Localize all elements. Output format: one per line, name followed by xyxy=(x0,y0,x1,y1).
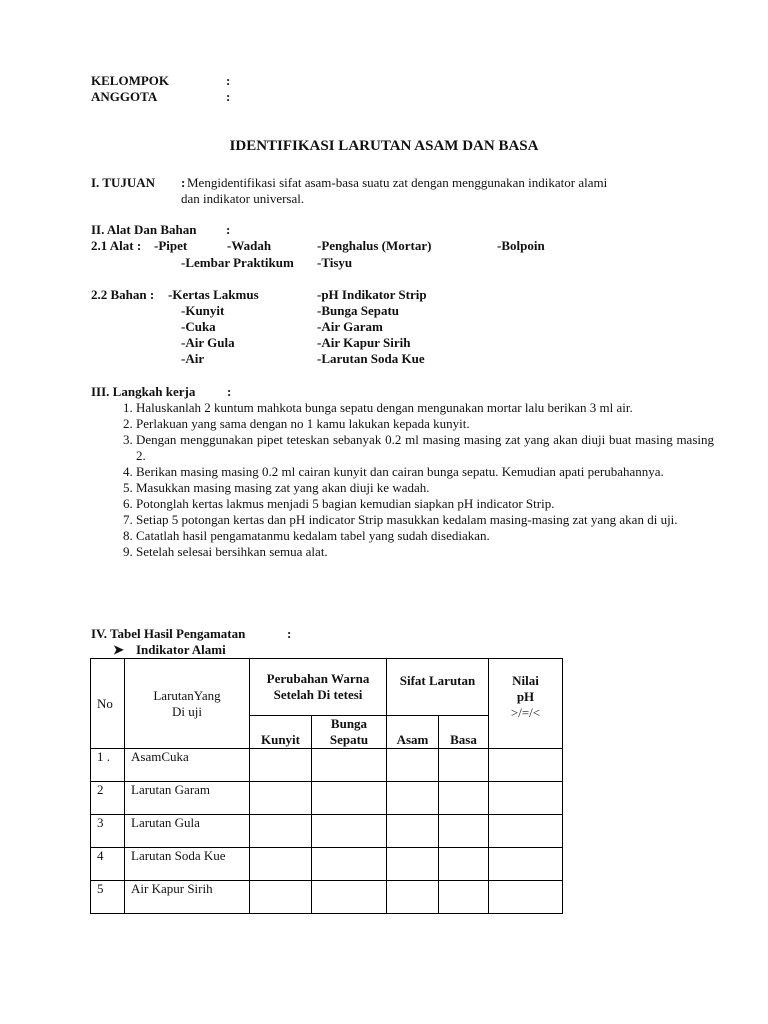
tujuan-label: I. TUJUAN xyxy=(91,175,156,190)
bahan-item: -pH Indikator Strip xyxy=(317,287,427,302)
step-item: 7. Setiap 5 potongan kertas dan pH indicator Strip masukkan kedalam masing-masing zat yang akan di uji. xyxy=(136,512,714,528)
header-nilai-ph: Nilai pH >/=/< xyxy=(489,659,563,749)
header-basa: Basa xyxy=(439,716,489,749)
empty-cell xyxy=(489,848,563,881)
bahan-item: -Bunga Sepatu xyxy=(317,303,399,318)
alat-bahan-heading: II. Alat Dan Bahan xyxy=(91,222,197,237)
alat-bahan-colon: : xyxy=(226,222,231,237)
row-larutan: Air Kapur Sirih xyxy=(125,881,250,914)
row-larutan: Larutan Garam xyxy=(125,782,250,815)
row-larutan: Larutan Gula xyxy=(125,815,250,848)
row-no: 3 xyxy=(91,815,125,848)
empty-cell xyxy=(250,848,312,881)
header-no: No xyxy=(91,659,125,749)
empty-cell xyxy=(439,848,489,881)
header-asam: Asam xyxy=(387,716,439,749)
langkah-colon: : xyxy=(227,384,232,399)
alat-label: 2.1 Alat : xyxy=(91,238,142,253)
tujuan-text-line1: Mengidentifikasi sifat asam-basa suatu zat dengan menggunakan indikator alami xyxy=(187,175,608,190)
empty-cell xyxy=(489,782,563,815)
empty-cell xyxy=(439,815,489,848)
empty-cell xyxy=(387,782,439,815)
bahan-item: -Cuka xyxy=(181,319,216,334)
observation-table xyxy=(90,658,563,914)
alat-item: -Lembar Praktikum xyxy=(181,255,294,270)
empty-cell xyxy=(439,749,489,782)
empty-cell xyxy=(489,749,563,782)
row-larutan: Larutan Soda Kue xyxy=(125,848,250,881)
table-row xyxy=(91,815,563,848)
empty-cell xyxy=(250,881,312,914)
row-no: 2 xyxy=(91,782,125,815)
row-no: 4 xyxy=(91,848,125,881)
table-row xyxy=(91,848,563,881)
table-row xyxy=(91,881,563,914)
bahan-item: -Air Garam xyxy=(317,319,383,334)
bahan-item: -Larutan Soda Kue xyxy=(317,351,425,366)
alat-item: -Pipet xyxy=(154,238,188,253)
empty-cell xyxy=(439,881,489,914)
steps-list xyxy=(100,400,714,560)
step-item: 9. Setelah selesai bersihkan semua alat. xyxy=(136,544,714,560)
header-bunga-sepatu: Bunga Sepatu xyxy=(312,716,387,749)
empty-cell xyxy=(387,848,439,881)
empty-cell xyxy=(250,815,312,848)
empty-cell xyxy=(312,782,387,815)
empty-cell xyxy=(312,749,387,782)
empty-cell xyxy=(387,749,439,782)
row-no: 5 xyxy=(91,881,125,914)
alat-item: -Penghalus (Mortar) xyxy=(317,238,432,253)
empty-cell xyxy=(439,782,489,815)
header-sifat-larutan: Sifat Larutan xyxy=(387,659,489,716)
step-item: 2. Perlakuan yang sama dengan no 1 kamu lakukan kepada kunyit. xyxy=(136,416,714,432)
header-kunyit: Kunyit xyxy=(250,716,312,749)
table-row xyxy=(91,749,563,782)
alat-item: -Bolpoin xyxy=(497,238,545,253)
tabel-heading: IV. Tabel Hasil Pengamatan xyxy=(91,626,246,641)
alat-item: -Wadah xyxy=(227,238,272,253)
step-item: 8. Catatlah hasil pengamatanmu kedalam tabel yang sudah disediakan. xyxy=(136,528,714,544)
step-item: 1. Haluskanlah 2 kuntum mahkota bunga sepatu dengan mengunakan mortar lalu berikan 3 ml air. xyxy=(136,400,714,416)
arrow-bullet-icon: ➤ xyxy=(113,642,124,657)
langkah-heading: III. Langkah kerja xyxy=(91,384,196,399)
bahan-item: -Air Kapur Sirih xyxy=(317,335,411,350)
row-no: 1 . xyxy=(91,749,125,782)
bahan-item: -Kertas Lakmus xyxy=(168,287,259,302)
tujuan-colon: : xyxy=(181,175,186,190)
alat-item: -Tisyu xyxy=(317,255,353,270)
step-item: 5. Masukkan masing masing zat yang akan diuji ke wadah. xyxy=(136,480,714,496)
step-item: 3. Dengan menggunakan pipet teteskan sebanyak 0.2 ml masing masing zat yang akan diuji buat masing masing 2. xyxy=(136,432,714,464)
step-item: 4. Berikan masing masing 0.2 ml cairan kunyit dan cairan bunga sepatu. Kemudian apati perubahannya. xyxy=(136,464,714,480)
bahan-item: -Air Gula xyxy=(181,335,235,350)
anggota-label: ANGGOTA xyxy=(91,89,158,104)
empty-cell xyxy=(387,881,439,914)
header-larutan: LarutanYang Di uji xyxy=(125,659,250,749)
bahan-label: 2.2 Bahan : xyxy=(91,287,155,302)
tujuan-text-line2: dan indikator universal. xyxy=(181,191,305,206)
anggota-colon: : xyxy=(226,89,231,104)
bahan-item: -Kunyit xyxy=(181,303,225,318)
document-title: IDENTIFIKASI LARUTAN ASAM DAN BASA xyxy=(229,138,539,154)
empty-cell xyxy=(387,815,439,848)
indikator-alami-subheading: Indikator Alami xyxy=(136,642,226,657)
bahan-item: -Air xyxy=(181,351,205,366)
empty-cell xyxy=(489,881,563,914)
step-item: 6. Potonglah kertas lakmus menjadi 5 bagian kemudian siapkan pH indicator Strip. xyxy=(136,496,714,512)
kelompok-colon: : xyxy=(226,73,231,88)
tabel-colon: : xyxy=(287,626,292,641)
table-row xyxy=(91,782,563,815)
kelompok-label: KELOMPOK xyxy=(91,73,169,88)
empty-cell xyxy=(312,881,387,914)
row-larutan: AsamCuka xyxy=(125,749,250,782)
empty-cell xyxy=(489,815,563,848)
empty-cell xyxy=(250,782,312,815)
header-perubahan-warna: Perubahan Warna Setelah Di tetesi xyxy=(250,659,387,716)
empty-cell xyxy=(250,749,312,782)
empty-cell xyxy=(312,815,387,848)
empty-cell xyxy=(312,848,387,881)
